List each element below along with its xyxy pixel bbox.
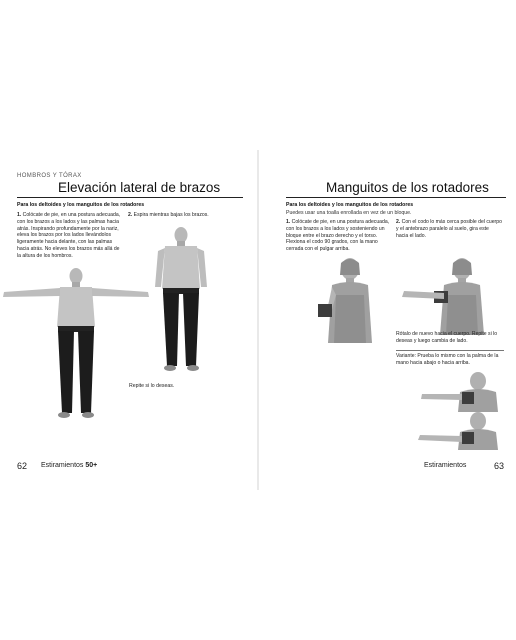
variant-palm-down-photo <box>418 372 500 412</box>
rotate-note: Rótalo de nuevo hacia el cuerpo. Repite si lo deseas y luego cambia de lado. <box>396 331 498 344</box>
man-arms-raised-photo <box>2 265 150 420</box>
title-rule <box>17 197 243 198</box>
subtitle: Para los deltoides y los manguitos de los rotadores <box>286 202 414 208</box>
step-1 <box>286 219 390 253</box>
step-2 <box>128 212 228 219</box>
step-1-text: Colócate de pie, en una postura adecuada, con los brazos a los lados y las palmas hacia atrás. Inspirando profundamente por la nariz, eleva los brazos por los lados llevándolos ligeramente hacia delante, con las palmas hacia atrás. No eleves los brazos más allá de la altura de los hombros. <box>17 212 121 259</box>
step-2 <box>396 219 502 239</box>
variant-rule <box>396 350 504 351</box>
section-label: HOMBROS Y TÓRAX <box>17 173 82 179</box>
footer-book-title: Estiramientos <box>424 462 467 469</box>
variant-palm-up-photo <box>416 412 500 450</box>
title-rule <box>286 197 506 198</box>
page-number: 62 <box>17 461 28 471</box>
page-number: 63 <box>494 461 505 471</box>
step-2-number: 2. <box>128 212 133 218</box>
man-arms-down-photo <box>150 225 212 373</box>
right-page <box>258 0 516 640</box>
footer-book-title-bold: 50+ <box>85 462 98 469</box>
page-title: Manguitos de los rotadores <box>326 180 489 195</box>
intro-text: Puedes usar una toalla enrollada en vez de un bloque. <box>286 210 412 216</box>
variant-text: Variante: Prueba lo mismo con la palma de la mano hacia abajo o hacia arriba. <box>396 353 499 366</box>
subtitle: Para los deltoides y los manguitos de los rotadores <box>17 202 145 208</box>
step-1 <box>17 212 123 260</box>
step-2-text: Espira mientras bajas los brazos. <box>133 212 209 218</box>
step-2-text: Con el codo lo más cerca posible del cuerpo y el antebrazo paralelo al suelo, gira este hacia el lado. <box>396 219 502 239</box>
step-2-number: 2. <box>396 219 401 225</box>
page-title: Elevación lateral de brazos <box>58 180 221 195</box>
step-1-text: Colócate de pie, en una postura adecuada, con los brazos a los lados y sosteniendo un bloque entre el brazo derecho y el torso. Flexiona el codo 90 grados, con la mano cerrada con el pulgar arriba. <box>286 219 390 253</box>
step-1-number: 1. <box>286 219 291 225</box>
woman-step-1-photo <box>314 255 386 345</box>
woman-step-2-photo <box>400 255 492 335</box>
footer-book-title: Estiramientos 50+ <box>41 462 98 469</box>
repeat-note: Repite si lo deseas. <box>129 383 175 389</box>
step-1-number: 1. <box>17 212 22 218</box>
